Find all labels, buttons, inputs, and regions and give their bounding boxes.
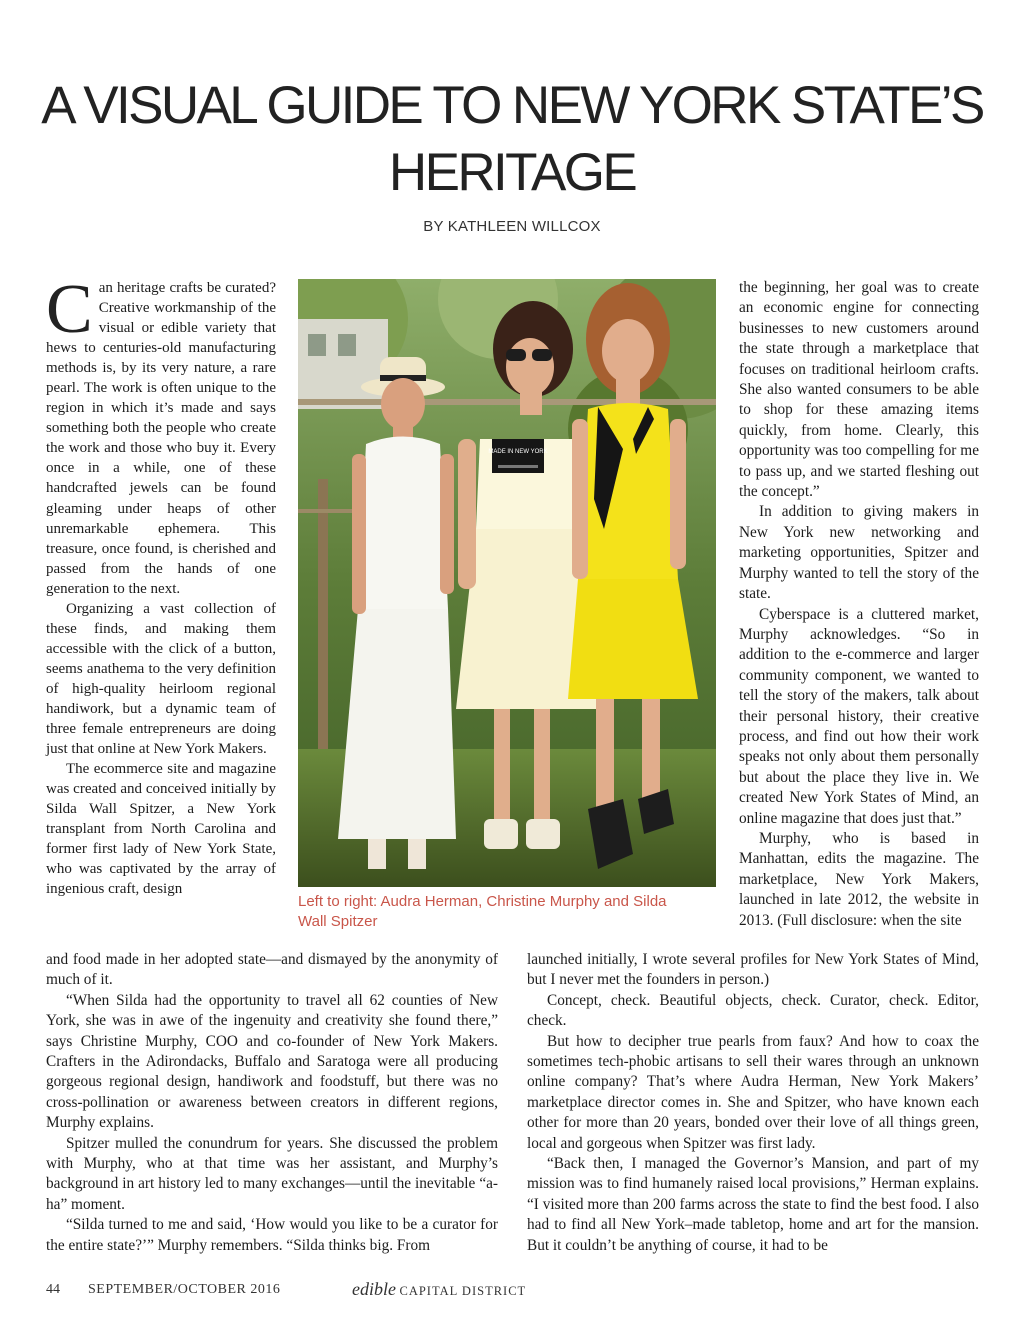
paragraph: Murphy, who is based in Manhattan, edits the magazine. The marketplace, New York Makers, launched in late 2012, the website in 2013. (Full disclosure: when the site: [739, 829, 979, 929]
paragraph: Spitzer mulled the conundrum for years. She discussed the problem with Murphy, who at that time was her assistant, and Murphy’s background in art history led to many exchanges—until the inevitable “a-ha” moment.: [46, 1134, 498, 1213]
paragraph: Concept, check. Beautiful objects, check. Curator, check. Editor, check.: [527, 991, 979, 1030]
page-footer: [46, 1279, 646, 1302]
brand-italic: edible: [352, 1279, 396, 1299]
publication-brand: [352, 1279, 526, 1300]
paragraph: In addition to giving makers in New York new networking and marketing opportunities, Spitzer and Murphy wanted to tell the story of the state.: [739, 503, 979, 603]
paragraph: The ecommerce site and magazine was created and conceived initially by Silda Wall Spitzer, a New York transplant from North Carolina and former first lady of New York State, who was captivated by the array of ingenious craft, design: [46, 761, 276, 898]
paragraph: and food made in her adopted state—and dismayed by the anonymity of much of it.: [46, 951, 498, 989]
right-bottom-column: [527, 950, 979, 1256]
left-column: [46, 271, 276, 899]
byline: BY KATHLEEN WILLCOX: [423, 218, 601, 235]
paragraph: the beginning, her goal was to create an economic engine for connecting businesses to new customers around the state through a marketplace that focuses on traditional heirloom crafts. She also wanted consumers to be able to shop for these amazing items quickly, from home. Clearly, this opportunity was too compelling for me to pass up, and we started fleshing out the concept.”: [739, 279, 979, 501]
article-photo: [298, 279, 716, 887]
paragraph: “Back then, I managed the Governor’s Mansion, and part of my mission was to find humanely raised local provisions,” Herman explains. “I visited more than 200 farms across the state to find the best food. I also had to find all New York–made tabletop, home and art for the mansion. But it couldn’t be anything of course, it had to be: [527, 1155, 979, 1254]
page-number: 44: [46, 1282, 60, 1297]
issue-date: SEPTEMBER/OCTOBER 2016: [88, 1282, 281, 1297]
paragraph: Organizing a vast collection of these finds, and making them accessible with the click of a button, seems anathema to the very definition of high-quality heirloom regional handiwork, but a dynamic team of three female entrepreneurs are doing just that online at New York Makers.: [46, 600, 276, 758]
paragraph: “When Silda had the opportunity to travel all 62 counties of New York, she was in awe of the ingenuity and creativity she found there,” says Christine Murphy, COO and co-founder of New York Makers. Crafters in the Adirondacks, Buffalo and Saratoga were all producing gorgeous regional design, handiwork and foodstuff, but there was no cross-pollination or awareness between creators in different regions, Murphy explains.: [46, 991, 498, 1132]
drop-cap: C: [46, 271, 93, 348]
right-column: [739, 278, 979, 931]
paragraph: “Silda turned to me and said, ‘How would you like to be a curator for the entire state?’” Murphy remembers. “Silda thinks big. From: [46, 1216, 498, 1254]
card-text: MADE IN NEW YORK: [488, 449, 548, 455]
paragraph: But how to decipher true pearls from faux? And how to coax the sometimes tech-phobic artisans to sell their wares through an unknown online company? That’s where Audra Herman, New York Makers’ marketplace director comes in. She and Spitzer, who have known each other for more than 20 years, bonded over their love of all things green, local and gorgeous when Spitzer was first lady.: [527, 1032, 979, 1152]
paragraph: launched initially, I wrote several profiles for New York States of Mind, but I never met the founders in person.): [527, 951, 979, 989]
photo-illustration: [298, 279, 716, 887]
brand-rest: CAPITAL DISTRICT: [399, 1284, 527, 1298]
left-bottom-column: [46, 950, 498, 1256]
paragraph: Cyberspace is a cluttered market, Murphy acknowledges. “So in addition to the e-commerce and larger community component, we wanted to tell the story of the makers, talk about their personal history, their creative process, and find out how their work speaks not only about them personally but about the place they live in. We created New York States of Mind, an online magazine that does just that.”: [739, 605, 979, 827]
article-title: A VISUAL GUIDE TO NEW YORK STATE’S HERITAGE: [41, 76, 983, 202]
photo-caption: Left to right: Audra Herman, Christine Murphy and Silda Wall Spitzer: [298, 893, 667, 930]
paragraph: an heritage crafts be curated? Creative workmanship of the visual or edible variety that hews to centuries-old manufacturing methods is, by its very nature, a rare pearl. The work is often unique to the region in which it’s made and says something both the people who create the work and those who buy it. Every once in a while, one of these handcrafted jewels can be found gleaming under heaps of other unremarkable ephemera. This treasure, once found, is cherished and passed from the hands of one generation to the next.: [46, 280, 276, 597]
